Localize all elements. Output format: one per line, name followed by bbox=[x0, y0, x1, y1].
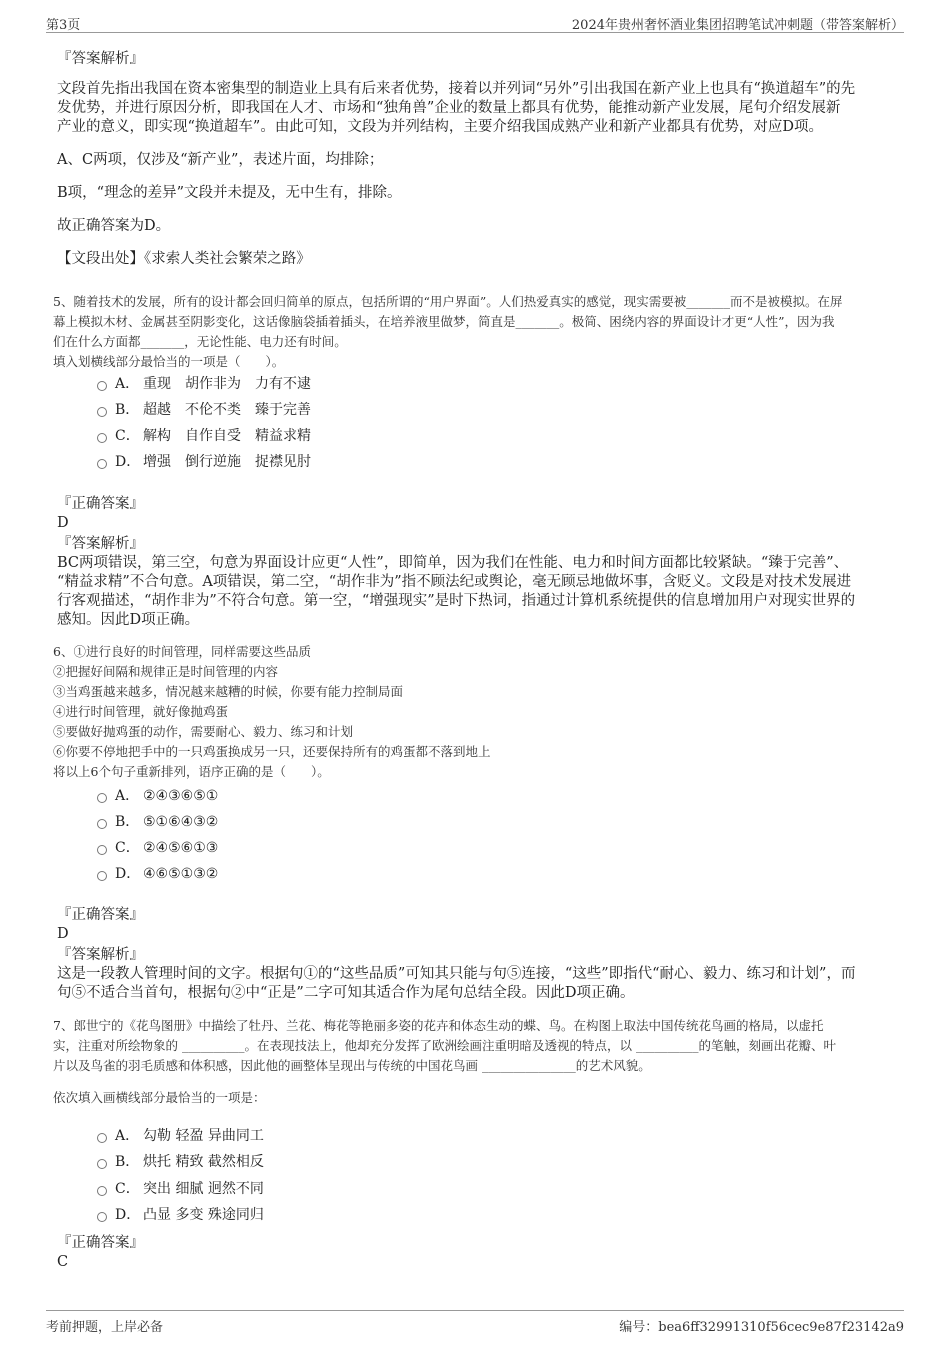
page-footer bbox=[46, 1310, 904, 1335]
footer-slogan: 考前押题，上岸必备 bbox=[46, 1320, 164, 1335]
q6-correct-label: 『正确答案』 bbox=[57, 907, 144, 923]
q5-analysis-line: “精益求精”不合句意。A项错误，第二空，“胡作非为”指不顾法纪或舆论，毫无顾忌地做坏事，含贬义。文段是对技术发展进 bbox=[57, 574, 852, 590]
prev-answer: 故正确答案为D。 bbox=[57, 218, 171, 234]
q5-option-c[interactable]: C． 解构 自作自受 精益求精 bbox=[97, 426, 311, 446]
document-id: 编号：bea6ff32991310f56cec9e87f23142a9 bbox=[619, 1320, 904, 1335]
radio-icon[interactable] bbox=[97, 871, 107, 881]
q7-option-a[interactable]: A． 勾勒 轻盈 异曲同工 bbox=[97, 1126, 264, 1146]
radio-icon[interactable] bbox=[97, 1212, 107, 1222]
q6-stem-line: ③当鸡蛋越来越多，情况越来越糟的时候，你要有能力控制局面 bbox=[53, 684, 404, 699]
document-title: 2024年贵州奢怀酒业集团招聘笔试冲刺题（带答案解析） bbox=[571, 18, 904, 33]
q7-option-b[interactable]: B． 烘托 精致 截然相反 bbox=[97, 1152, 264, 1172]
radio-icon[interactable] bbox=[97, 1186, 107, 1196]
q6-option-c[interactable]: C． ②④⑤⑥①③ bbox=[97, 838, 218, 858]
prev-analysis-b: B项，“理念的差异”文段并未提及，无中生有，排除。 bbox=[57, 185, 402, 201]
radio-icon[interactable] bbox=[97, 381, 107, 391]
prev-analysis-ac: A、C两项，仅涉及“新产业”，表述片面，均排除； bbox=[57, 152, 384, 168]
q5-option-d[interactable]: D． 增强 倒行逆施 捉襟见肘 bbox=[97, 452, 311, 472]
q7-stem-line: 实，注重对所绘物象的 __________。在表现技法上，他却充分发挥了欧洲绘画注重明暗及透视的特点，以 __________的笔触，刻画出花瓣、叶 bbox=[53, 1038, 836, 1053]
q5-analysis-label: 『答案解析』 bbox=[57, 536, 144, 552]
q7-prompt: 依次填入画横线部分最恰当的一项是： bbox=[53, 1090, 266, 1105]
q6-analysis-line: 句⑤不适合当首句，根据句②中“正是”二字可知其适合作为尾句总结全段。因此D项正确。 bbox=[57, 985, 635, 1001]
prev-analysis-label: 『答案解析』 bbox=[57, 51, 144, 67]
q5-prompt: 填入划横线部分最恰当的一项是（ ）。 bbox=[53, 354, 285, 369]
q5-option-b[interactable]: B． 超越 不伦不类 臻于完善 bbox=[97, 400, 311, 420]
q7-correct-label: 『正确答案』 bbox=[57, 1235, 144, 1251]
q5-stem-line: 们在什么方面都_______，无论性能、电力还有时间。 bbox=[53, 334, 347, 349]
radio-icon[interactable] bbox=[97, 793, 107, 803]
q6-analysis-line: 这是一段教人管理时间的文字。根据句①的“这些品质”可知其只能与句⑤连接，“这些”即指代“耐心、毅力、练习和计划”，而 bbox=[57, 966, 856, 982]
radio-icon[interactable] bbox=[97, 433, 107, 443]
q6-correct-answer: D bbox=[57, 926, 69, 942]
q6-stem-line: ⑥你要不停地把手中的一只鸡蛋换成另一只，还要保持所有的鸡蛋都不落到地上 bbox=[53, 744, 491, 759]
q6-stem-line: ④进行时间管理，就好像抛鸡蛋 bbox=[53, 704, 229, 719]
q5-analysis-line: 行客观描述，“胡作非为”不符合句意。第一空，“增强现实”是时下热词，指通过计算机系统提供的信息增加用户对现实世界的 bbox=[57, 593, 856, 609]
q6-stem-line: 6、①进行良好的时间管理，同样需要这些品质 bbox=[53, 644, 311, 659]
q6-option-d[interactable]: D． ④⑥⑤①③② bbox=[97, 864, 218, 884]
radio-icon[interactable] bbox=[97, 1159, 107, 1169]
q7-stem-line: 7、郎世宁的《花鸟图册》中描绘了牡丹、兰花、梅花等艳丽多姿的花卉和体态生动的蝶、鸟。在构图上取法中国传统花鸟画的格局，以虚托 bbox=[53, 1018, 824, 1033]
q6-option-b[interactable]: B． ⑤①⑥④③② bbox=[97, 812, 218, 832]
radio-icon[interactable] bbox=[97, 407, 107, 417]
prev-analysis-line: 文段首先指出我国在资本密集型的制造业上具有后来者优势，接着以并列词“另外”引出我国在新产业上也具有“换道超车”的先 bbox=[57, 81, 856, 97]
prev-analysis-line: 发优势，并进行原因分析，即我国在人才、市场和“独角兽”企业的数量上都具有优势，能推动新产业发展，尾句介绍发展新 bbox=[57, 100, 841, 116]
q6-analysis-label: 『答案解析』 bbox=[57, 947, 144, 963]
radio-icon[interactable] bbox=[97, 845, 107, 855]
q5-option-a[interactable]: A． 重现 胡作非为 力有不逮 bbox=[97, 374, 311, 394]
q6-prompt: 将以上6个句子重新排列，语序正确的是（ ）。 bbox=[53, 764, 330, 779]
prev-analysis-line: 产业的意义，即实现“换道超车”。由此可知，文段为并列结构，主要介绍我国成熟产业和新产业都具有优势，对应D项。 bbox=[57, 119, 823, 135]
q6-stem-line: ②把握好间隔和规律正是时间管理的内容 bbox=[53, 664, 279, 679]
prev-source: 【文段出处】《求索人类社会繁荣之路》 bbox=[57, 251, 311, 267]
q6-option-a[interactable]: A． ②④③⑥⑤① bbox=[97, 786, 218, 806]
q5-analysis-line: 感知。因此D项正确。 bbox=[57, 612, 200, 628]
q5-stem-line: 幕上模拟木材、金属甚至阴影变化，这话像脑袋插着插头，在培养液里做梦，简直是_______。极简、困绕内容的界面设计才更“人性”，因为我 bbox=[53, 314, 835, 329]
q7-option-c[interactable]: C． 突出 细腻 迥然不同 bbox=[97, 1179, 264, 1199]
q5-correct-label: 『正确答案』 bbox=[57, 496, 144, 512]
q5-analysis-line: BC两项错误，第三空，句意为界面设计应更“人性”，即简单，因为我们在性能、电力和时间方面都比较紧缺。“臻于完善”、 bbox=[57, 555, 849, 571]
q6-stem-line: ⑤要做好抛鸡蛋的动作，需要耐心、毅力、练习和计划 bbox=[53, 724, 354, 739]
radio-icon[interactable] bbox=[97, 1133, 107, 1143]
q7-stem-line: 片以及鸟雀的羽毛质感和体积感，因此他的画整体呈现出与传统的中国花鸟画 _______________的艺术风貌。 bbox=[53, 1058, 651, 1073]
radio-icon[interactable] bbox=[97, 459, 107, 469]
q7-option-d[interactable]: D． 凸显 多变 殊途同归 bbox=[97, 1205, 264, 1225]
q7-correct-answer: C bbox=[57, 1254, 69, 1270]
q5-correct-answer: D bbox=[57, 515, 69, 531]
page-header bbox=[46, 10, 904, 33]
q5-stem-line: 5、随着技术的发展，所有的设计都会回归简单的原点，包括所谓的“用户界面”。人们热爱真实的感觉，现实需要被_______而不是被模拟。在屏 bbox=[53, 294, 843, 309]
radio-icon[interactable] bbox=[97, 819, 107, 829]
page-number: 第3页 bbox=[46, 18, 81, 33]
